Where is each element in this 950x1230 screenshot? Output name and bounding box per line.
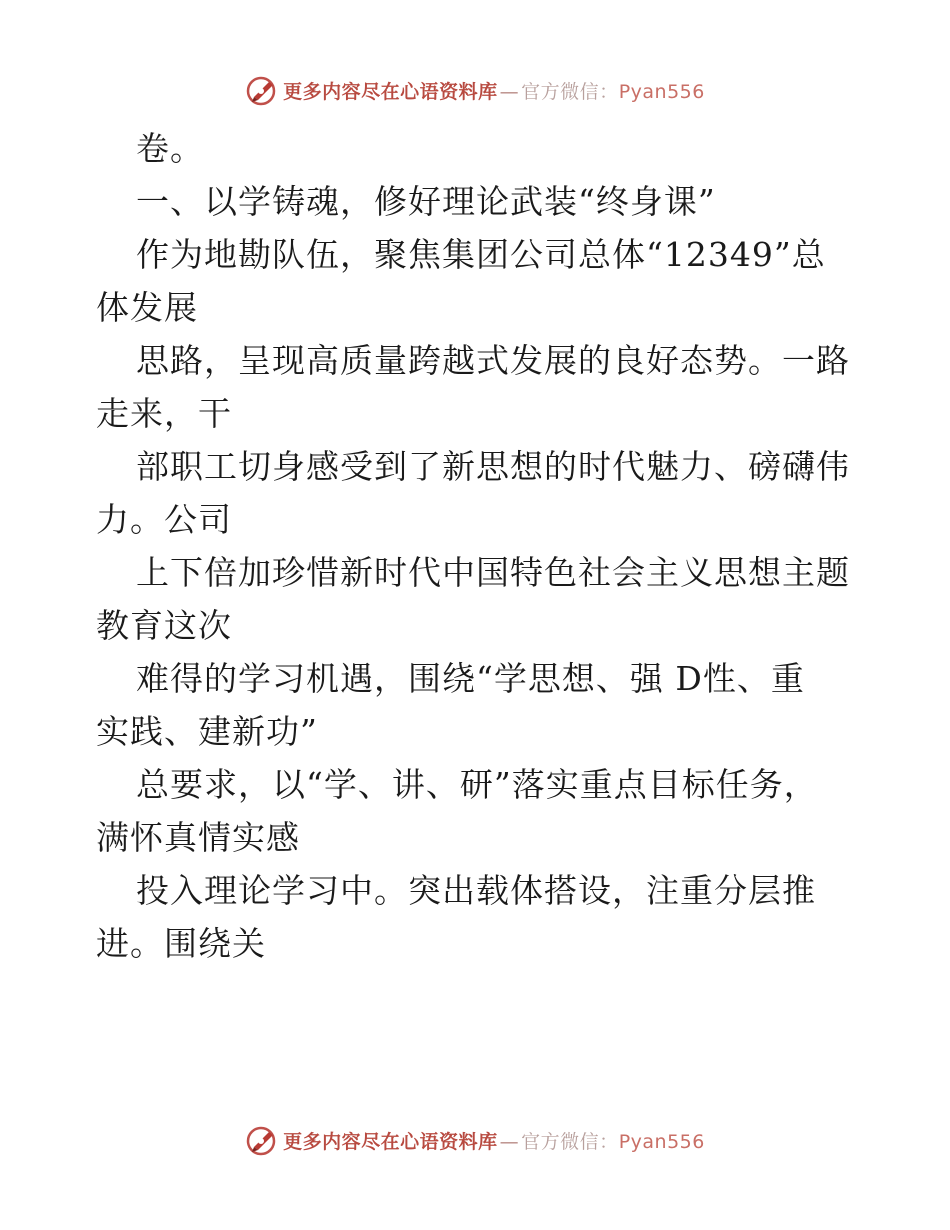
watermark-main-text: 更多内容尽在心语资料库 [283,1130,498,1153]
text-line: 思路，呈现高质量跨越式发展的良好态势。一路 [136,341,850,380]
text-line: 体发展 [96,288,198,327]
document-body [96,122,866,970]
watermark-dash: — [499,1130,520,1153]
watermark-wechat-id: Pyan556 [618,1130,705,1153]
text-line: 难得的学习机遇，围绕“学思想、强 D性、重 [136,659,805,698]
text-line: 走来，干 [96,394,232,433]
footer-watermark-banner [0,1122,950,1158]
text-line: 满怀真情实感 [96,818,300,857]
text-line: 总要求，以“学、讲、研”落实重点目标任务， [136,765,818,804]
header-watermark-banner [0,72,950,108]
watermark-wechat-id: Pyan556 [618,80,705,103]
text-line: 作为地勘队伍，聚焦集团公司总体“12349”总 [136,235,826,274]
watermark-text [283,77,705,104]
watermark-wechat-label: 官方微信： [521,80,619,103]
watermark-wechat-label: 官方微信： [521,1130,619,1153]
watermark-text [283,1127,705,1154]
text-line: 上下倍加珍惜新时代中国特色社会主义思想主题 [136,553,850,592]
watermark-dash: — [499,80,520,103]
text-line: 部职工切身感受到了新思想的时代魅力、磅礴伟 [136,447,850,486]
section-heading: 一、以学铸魂，修好理论武装“终身课” [136,182,716,221]
watermark-main-text: 更多内容尽在心语资料库 [283,80,498,103]
text-line: 教育这次 [96,606,232,645]
text-line: 进。围绕关 [96,924,266,963]
pen-logo-icon [245,73,279,107]
text-line: 投入理论学习中。突出载体搭设，注重分层推 [136,871,816,910]
text-line: 卷。 [136,129,204,168]
pen-logo-icon [245,1123,279,1157]
text-line: 力。公司 [96,500,232,539]
text-line: 实践、建新功” [96,712,318,751]
